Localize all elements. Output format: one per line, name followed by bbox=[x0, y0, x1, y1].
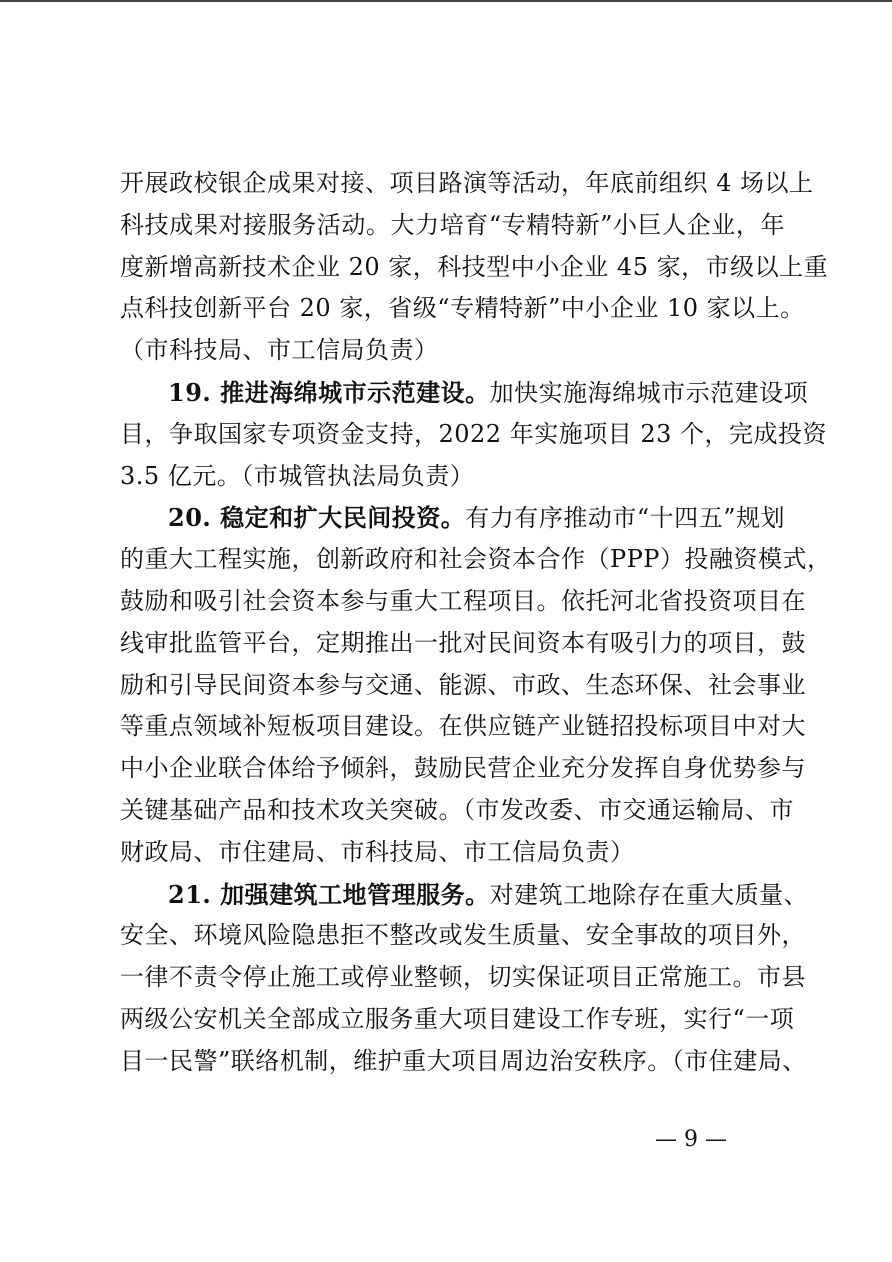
text-line: 3.5 亿元。（市城管执法局负责） bbox=[120, 461, 475, 490]
text-line: 两级公安机关全部成立服务重大项目建设工作专班，实行“一项 bbox=[120, 1004, 795, 1033]
text-line: 等重点领域补短板项目建设。在供应链产业链招投标项目中对大 bbox=[120, 712, 806, 741]
item-21-title: 21. 加强建筑工地管理服务。 bbox=[168, 879, 490, 909]
text-line: 财政局、市住建局、市科技局、市工信局负责） bbox=[120, 837, 635, 866]
text-line: （市科技局、市工信局负责） bbox=[120, 336, 439, 365]
text-line: 有力有序推动市“十四五”规划 bbox=[465, 504, 786, 533]
item-heading-line bbox=[120, 372, 809, 414]
item-20-title: 20. 稳定和扩大民间投资。 bbox=[168, 503, 466, 533]
page-number: — 9 — bbox=[655, 1127, 727, 1152]
text-line: 度新增高新技术企业 20 家，科技型中小企业 45 家，市级以上重 bbox=[120, 252, 829, 281]
text-line: 的重大工程实施，创新政府和社会资本合作（PPP）投融资模式， bbox=[120, 545, 832, 574]
text-line: 对建筑工地除存在重大质量、 bbox=[489, 880, 809, 909]
text-line: 中小企业联合体给予倾斜，鼓励民营企业充分发挥自身优势参与 bbox=[120, 754, 806, 783]
text-line: 加快实施海绵城市示范建设项 bbox=[489, 378, 809, 407]
item-heading-line bbox=[120, 874, 809, 916]
text-line: 目，争取国家专项资金支持，2022 年实施项目 23 个，完成投资 bbox=[120, 419, 828, 448]
text-line: 点科技创新平台 20 家，省级“专精特新”中小企业 10 家以上。 bbox=[120, 294, 805, 323]
text-line: 关键基础产品和技术攻关突破。（市发改委、市交通运输局、市 bbox=[120, 795, 794, 824]
text-line: 安全、环境风险隐患拒不整改或发生质量、安全事故的项目外， bbox=[120, 921, 806, 950]
text-line: 一律不责令停止施工或停业整顿，切实保证项目正常施工。市县 bbox=[120, 963, 806, 992]
text-line: 线审批监管平台，定期推出一批对民间资本有吸引力的项目，鼓 bbox=[120, 628, 806, 657]
text-line: 科技成果对接服务活动。大力培育“专精特新”小巨人企业，年 bbox=[120, 210, 785, 239]
page-top-border bbox=[0, 0, 892, 2]
text-line: 开展政校银企成果对接、项目路演等活动，年底前组织 4 场以上 bbox=[120, 169, 814, 197]
item-19-title: 19. 推进海绵城市示范建设。 bbox=[168, 377, 490, 407]
text-line: 励和引导民间资本参与交通、能源、市政、生态环保、社会事业 bbox=[120, 670, 806, 699]
text-line: 鼓励和吸引社会资本参与重大工程项目。依托河北省投资项目在 bbox=[120, 586, 806, 615]
text-line: 目一民警”联络机制，维护重大项目周边治安秩序。（市住建局、 bbox=[120, 1046, 807, 1075]
document-body bbox=[120, 163, 832, 1083]
item-heading-line bbox=[120, 497, 785, 539]
